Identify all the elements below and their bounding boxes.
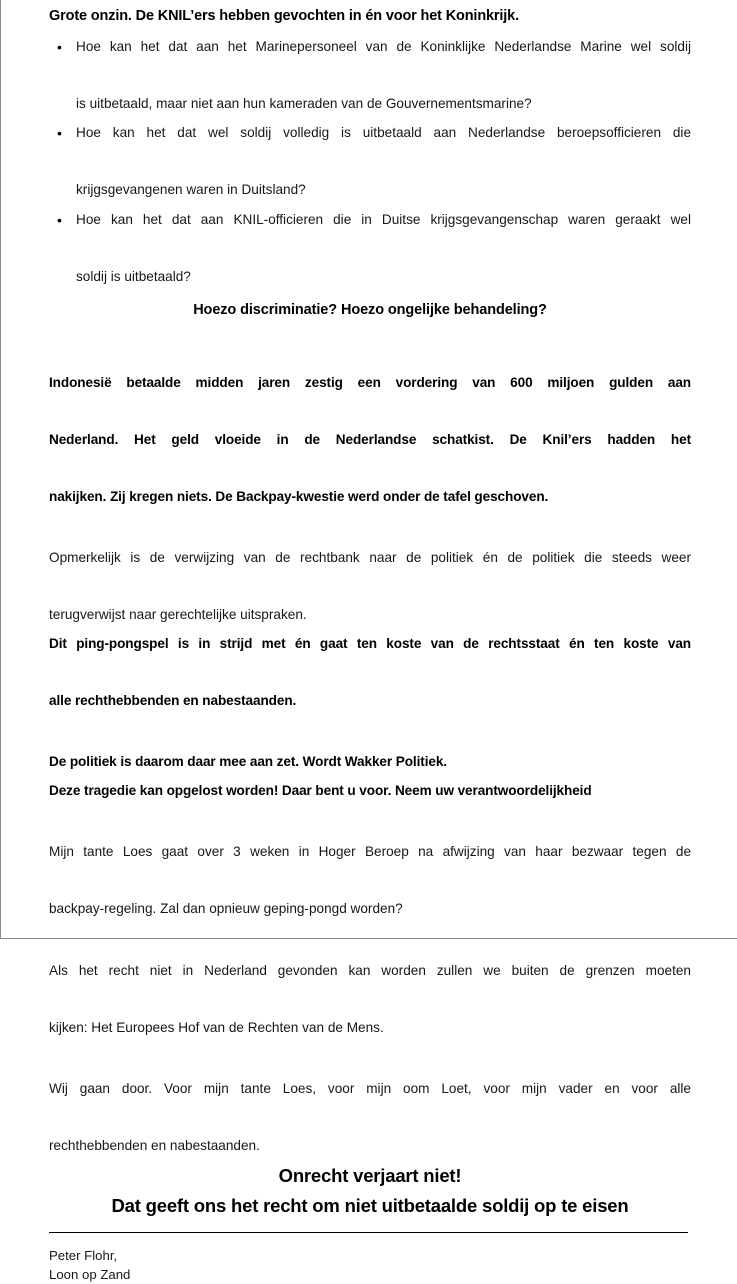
- spacer: [49, 715, 691, 737]
- list-item: [49, 33, 691, 119]
- paragraph-line: nakijken. Zij kregen niets. De Backpay-kwestie werd onder de tafel geschoven.: [49, 488, 549, 504]
- lead-heading: Grote onzin. De KNIL’ers hebben gevochten in én voor het Koninkrijk.: [49, 8, 519, 24]
- signature-name: Peter Flohr,: [49, 1247, 118, 1263]
- bullet-icon: •: [57, 211, 62, 228]
- paragraph-line: Als het recht niet in Nederland gevonden kan worden zullen we buiten de grenzen moeten: [49, 962, 691, 978]
- spacer: [49, 533, 691, 544]
- paragraph-line: Mijn tante Loes gaat over 3 weken in Hoger Beroep na afwijzing van haar bezwaar tegen de: [49, 844, 691, 859]
- bullet-icon: •: [57, 38, 62, 55]
- paragraph-line: Indonesië betaalde midden jaren zestig een vordering van 600 miljoen gulden aan: [49, 374, 691, 390]
- paragraph-line: alle rechthebbenden en nabestaanden.: [49, 692, 297, 708]
- discrimination-heading: Hoezo discriminatie? Hoezo ongelijke behandeling?: [193, 302, 547, 318]
- spacer: [49, 347, 691, 369]
- paragraph-line: rechthebbenden en nabestaanden.: [49, 1138, 260, 1153]
- bullet-icon: •: [57, 125, 62, 141]
- signature-location: Loon op Zand: [49, 1266, 131, 1282]
- paragraph-line: Deze tragedie kan opgelost worden! Daar bent u voor. Neem uw verantwoordelijkheid: [49, 782, 592, 798]
- paragraph-politiek: [49, 748, 691, 805]
- closing-heading-primary: Onrecht verjaart niet!: [278, 1164, 462, 1186]
- spacer: [49, 924, 691, 946]
- paragraph-pingpong: [49, 630, 691, 716]
- paragraph-line: De politiek is daarom daar mee aan zet. Wordt Wakker Politiek.: [49, 754, 447, 769]
- signature-block: [49, 1246, 691, 1284]
- closing-heading-secondary: Dat geeft ons het recht om niet uitbetaalde soldij op te eisen: [111, 1194, 629, 1216]
- question-list: [49, 33, 691, 292]
- paragraph-line: Nederland. Het geld vloeide in de Nederlandse schatkist. De Knil’ers hadden het: [49, 431, 691, 447]
- spacer: [49, 1064, 691, 1075]
- list-item: [49, 119, 691, 205]
- list-item-line: Hoe kan het dat aan het Marinepersoneel van de Koninklijke Nederlandse Marine wel soldij: [76, 38, 691, 54]
- paragraph-wijgaandoor: [49, 1075, 691, 1161]
- document-body: [49, 0, 691, 1284]
- horizontal-divider: [49, 1232, 688, 1233]
- paragraph-line: Wij gaan door. Voor mijn tante Loes, voor mijn oom Loet, voor mijn vader en voor alle: [49, 1081, 691, 1096]
- spacer: [49, 946, 691, 957]
- paragraph-line: Dit ping-pongspel is in strijd met én gaat ten koste van de rechtsstaat én ten koste van: [49, 635, 691, 651]
- paragraph-line: terugverwijst naar gerechtelijke uitspraken.: [49, 607, 307, 622]
- spacer: [49, 827, 691, 838]
- paragraph-opmerkelijk: [49, 544, 691, 630]
- list-item-line: soldij is uitbetaald?: [76, 268, 191, 284]
- list-item-line: Hoe kan het dat wel soldij volledig is uitbetaald aan Nederlandse beroepsofficieren die: [76, 125, 691, 140]
- paragraph-indonesie: [49, 369, 691, 512]
- list-item-line: is uitbetaald, maar niet aan hun kameraden van de Gouvernementsmarine?: [76, 95, 532, 111]
- list-item-line: Hoe kan het dat aan KNIL-officieren die in Duitse krijgsgevangenschap waren geraakt wel: [76, 211, 691, 227]
- spacer: [49, 737, 691, 748]
- list-item-line: krijgsgevangenen waren in Duitsland?: [76, 182, 306, 197]
- paragraph-line: kijken: Het Europees Hof van de Rechten van de Mens.: [49, 1019, 384, 1035]
- spacer: [49, 318, 691, 347]
- paragraph-line: backpay-regeling. Zal dan opnieuw geping-pongd worden?: [49, 901, 403, 916]
- paragraph-tante: [49, 838, 691, 924]
- spacer: [49, 1042, 691, 1064]
- paragraph-line: Opmerkelijk is de verwijzing van de rechtbank naar de politiek én de politiek die steeds weer: [49, 550, 691, 565]
- list-item: [49, 206, 691, 292]
- paragraph-europees: [49, 957, 691, 1043]
- spacer: [49, 511, 691, 533]
- spacer: [49, 805, 691, 827]
